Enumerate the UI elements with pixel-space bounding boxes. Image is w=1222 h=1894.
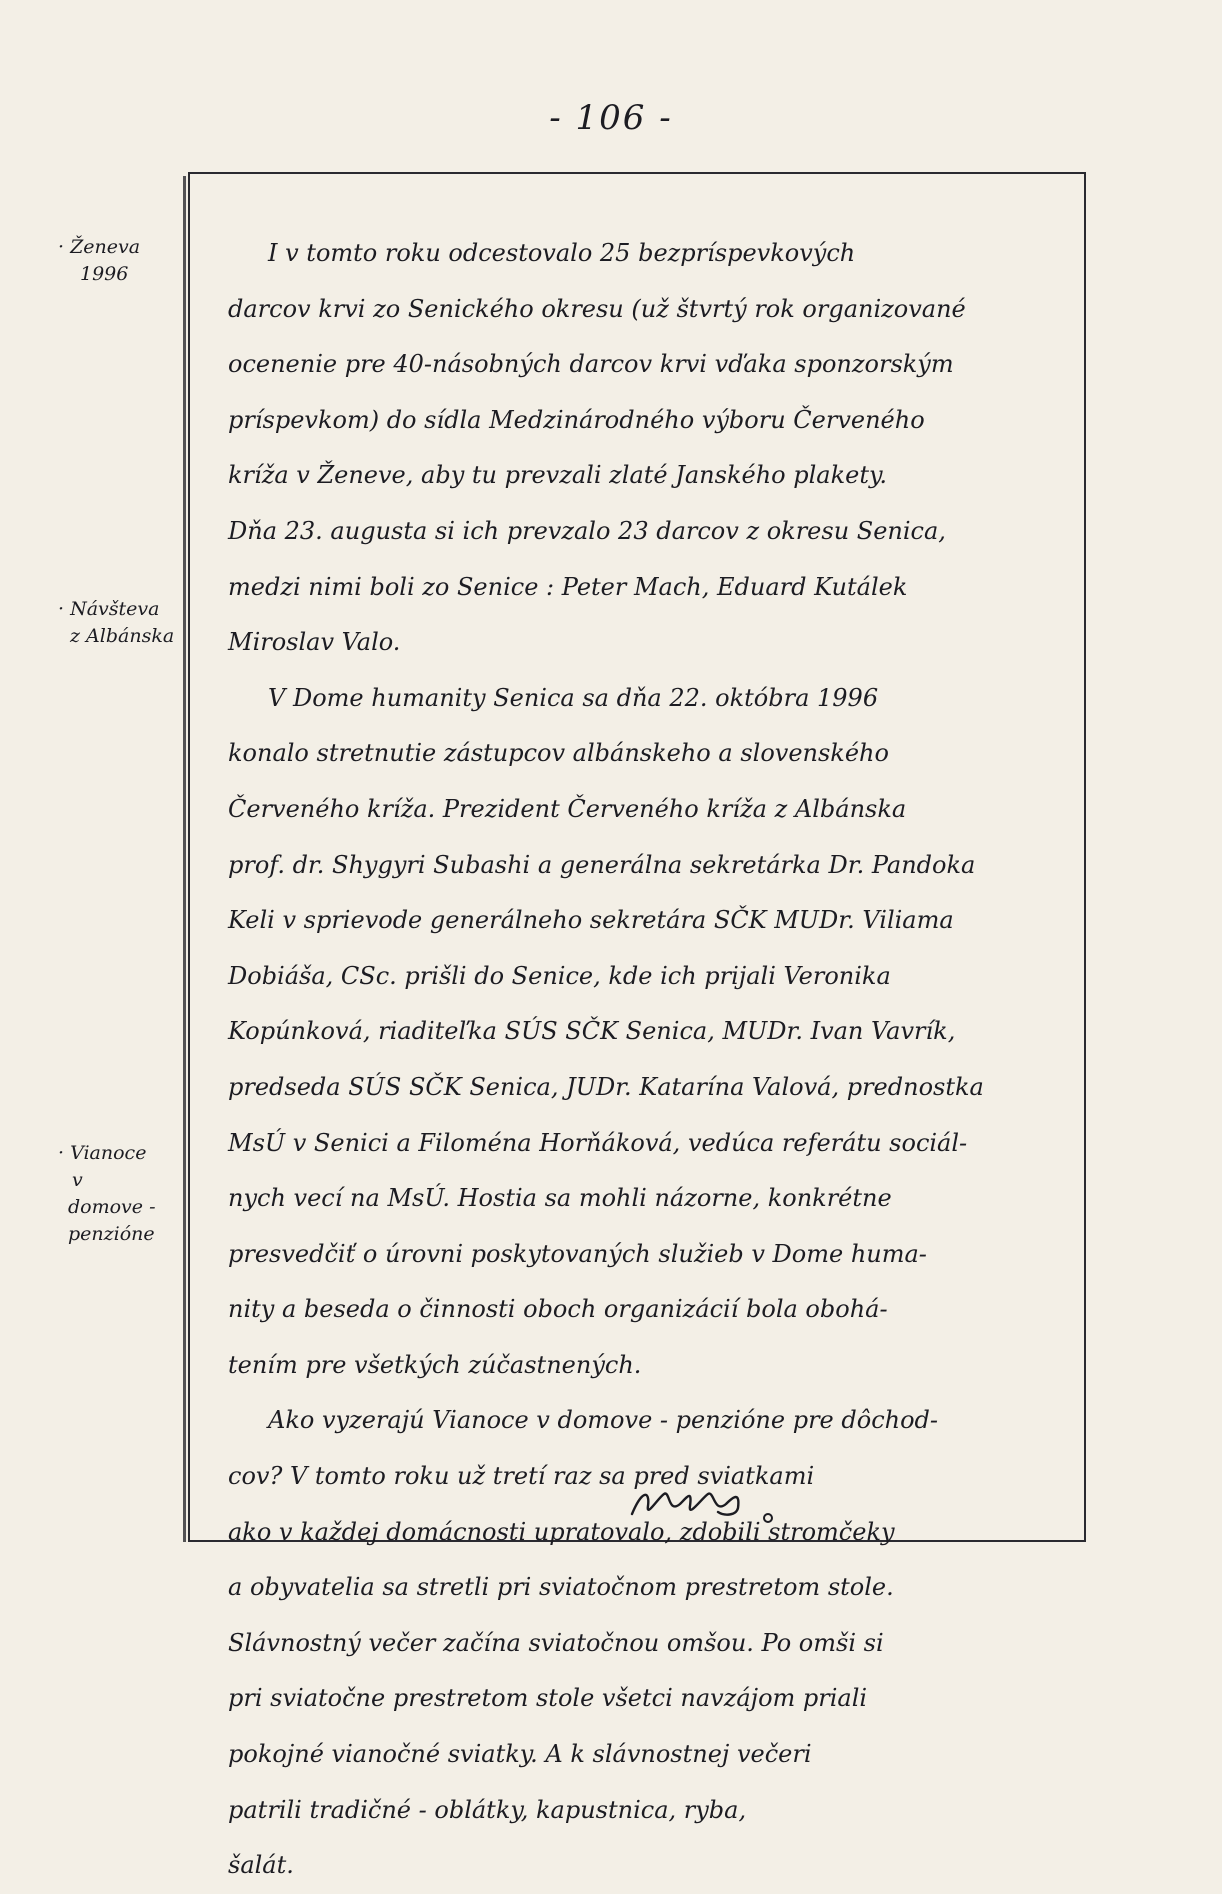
margin-note-line: v <box>72 1169 83 1191</box>
body-line: I v tomto roku odcestovalo 25 bezpríspevkových <box>268 239 856 267</box>
margin-note-line: penzióne <box>68 1223 155 1245</box>
margin-note-line: · Vianoce <box>58 1142 147 1164</box>
body-line: presvedčiť o úrovni poskytovaných služieb v Dome huma- <box>228 1239 927 1268</box>
body-line: V Dome humanity Senica sa dňa 22. októbra 1996 <box>268 683 879 712</box>
body-line: pri sviatočne prestretom stole všetci navzájom priali <box>228 1684 868 1713</box>
body-line: medzi nimi boli zo Senice : Peter Mach, Eduard Kutálek <box>228 572 908 601</box>
margin-note-line: · Návšteva <box>58 598 160 620</box>
body-line: nych vecí na MsÚ. Hostia sa mohli názorne, konkrétne <box>228 1184 892 1213</box>
margin-note-line: 1996 <box>80 263 129 285</box>
body-line: konalo stretnutie zástupcov albánskeho a slovenského <box>228 739 889 768</box>
body-line: Dobiáša, CSc. prišli do Senice, kde ich prijali Veronika <box>228 961 891 990</box>
body-line: prof. dr. Shygyri Subashi a generálna sekretárka Dr. Pandoka <box>228 850 976 879</box>
body-line: ocenenie pre 40-násobných darcov krvi vďaka sponzorským <box>228 350 954 379</box>
body-line: nity a beseda o činnosti oboch organizácií bola obohá- <box>228 1295 888 1324</box>
flourish-signature-icon <box>628 1484 778 1524</box>
margin-note-navsteva <box>58 596 188 650</box>
body-line: MsÚ v Senici a Filoména Horňáková, vedúca referátu sociál- <box>228 1128 968 1157</box>
body-line: Slávnostný večer začína sviatočnou omšou. Po omši si <box>228 1628 884 1657</box>
margin-note-line: · Ženeva <box>58 236 141 258</box>
body-line: Kopúnková, riaditeľka SÚS SČK Senica, MUDr. Ivan Vavrík, <box>228 1017 956 1046</box>
body-line: tením pre všetkých zúčastnených. <box>228 1350 642 1379</box>
body-line: darcov krvi zo Senického okresu (už štvrtý rok organizované <box>228 294 966 323</box>
body-line: cov? V tomto roku už tretí raz sa pred sviatkami <box>228 1462 815 1491</box>
body-line: Ako vyzerajú Vianoce v domove - penzióne pre dôchod- <box>268 1406 939 1435</box>
margin-note-zeneva <box>58 234 188 288</box>
body-line: Dňa 23. augusta si ich prevzalo 23 darcov z okresu Senica, <box>228 516 946 545</box>
margin-note-vianoce <box>58 1140 188 1248</box>
page-number: - 106 - <box>549 98 673 138</box>
body-line: pokojné vianočné sviatky. A k slávnostnej večeri <box>228 1740 812 1769</box>
body-line: príspevkom) do sídla Medzinárodného výboru Červeného <box>228 405 925 434</box>
body-line: a obyvatelia sa stretli pri sviatočnom prestretom stole. <box>228 1573 894 1602</box>
body-line: patrili tradičné - oblátky, kapustnica, ryba, <box>228 1795 747 1824</box>
margin-note-line: domove - <box>68 1196 156 1218</box>
body-line: Miroslav Valo. <box>228 628 401 657</box>
handwritten-body <box>228 226 1084 1894</box>
body-line: šalát. <box>228 1851 294 1880</box>
body-line: Červeného kríža. Prezident Červeného kríža z Albánska <box>228 794 907 823</box>
frame-shadow-divider <box>183 176 186 1542</box>
body-line: Keli v sprievode generálneho sekretára SČK MUDr. Viliama <box>228 906 954 935</box>
body-line: predseda SÚS SČK Senica, JUDr. Katarína Valová, prednostka <box>228 1072 984 1101</box>
margin-note-line: z Albánska <box>70 625 175 647</box>
body-line: ako v každej domácnosti upratovalo, zdobili stromčeky <box>228 1517 895 1546</box>
body-line: kríža v Ženeve, aby tu prevzali zlaté Janského plakety. <box>228 461 887 490</box>
